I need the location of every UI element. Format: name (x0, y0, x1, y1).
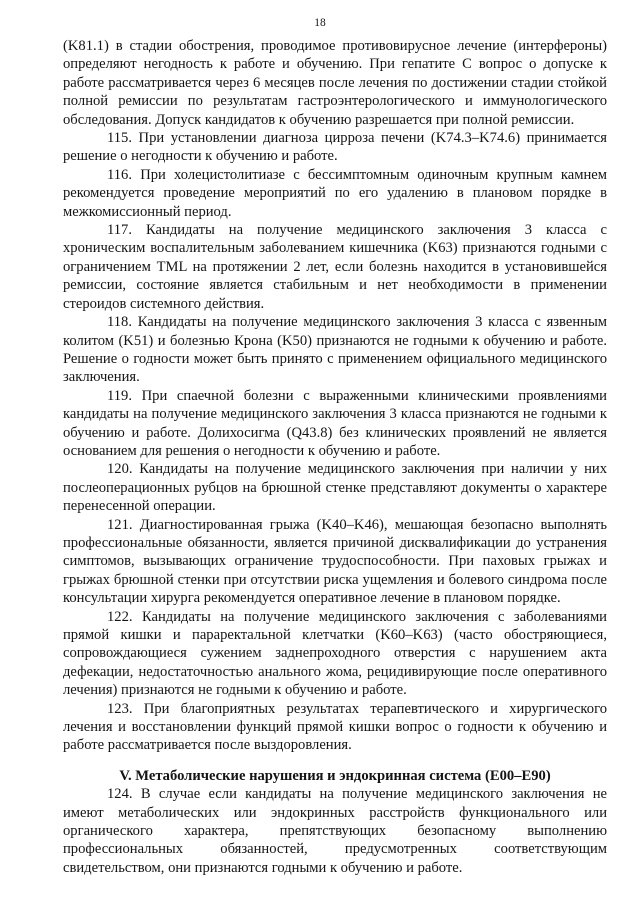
paragraph-118: 118. Кандидаты на получение медицинского заключения 3 класса с язвенным колитом (K51) и болезнью Крона (K50) признаются не годными к обучению и работе. Решение о годности может быть принято с применением официального медицинского заключения. (63, 314, 607, 386)
paragraph-120: 120. Кандидаты на получение медицинского заключения при наличии у них послеоперационных рубцов на брюшной стенке представляют документы о характере перенесенной операции. (63, 461, 607, 515)
paragraph-121: 121. Диагностированная грыжа (K40–K46), мешающая безопасно выполнять профессиональные обязанности, является причиной дисквалификации до устранения симптомов, вызывающих ограничение трудоспособности. При паховых грыжах и грыжах брюшной стенки при отсутствии риска ущемления и болевого синдрома после консультации хирурга рекомендуется оперативное лечение в плановом порядке. (63, 516, 607, 607)
paragraph-115: 115. При установлении диагноза цирроза печени (K74.3–K74.6) принимается решение о негодности к обучению и работе. (63, 130, 607, 165)
paragraph-122: 122. Кандидаты на получение медицинского заключения с заболеваниями прямой кишки и параректальной клетчатки (K60–K63) (часто обостряющиеся, сопровождающиеся сужением заднепроходного отверстия с нарушением акта дефекации, недостаточностью анального жома, рецидивирующие после оперативного лечения) признаются не годными к обучению и работе. (63, 608, 607, 699)
paragraph-124: 124. В случае если кандидаты на получение медицинского заключения не имеют метаболических или эндокринных расстройств функционального или органического характера, препятствующих безопасному выполнению профессиональных обязанностей, предусмотренных соответствующим свидетельством, они признаются годными к обучению и работе. (63, 786, 607, 876)
section-heading: V. Метаболические нарушения и эндокринная система (E00–E90) (119, 767, 551, 784)
paragraph-123: 123. При благоприятных результатах терапевтического и хирургического лечения и восстановлении функций прямой кишки вопрос о годности к обучению и работе рассматривается после выздоровления. (63, 700, 607, 754)
paragraph-116: 116. При холецистолитиазе с бессимптомным одиночным крупным камнем рекомендуется проведение мероприятий по его удалению в плановом порядке в межкомиссионный период. (63, 166, 607, 220)
page-number: 18 (314, 17, 326, 29)
page-content (63, 37, 607, 877)
paragraph-continuation: (K81.1) в стадии обострения, проводимое противовирусное лечение (интерфероны) определяют негодность к работе и обучению. При гепатите С вопрос о допуске к работе рассматривается через 6 месяцев после лечения по достижении стадии стойкой полной ремиссии по результатам гастроэнтерологического и иммунологического обследования. Допуск кандидатов к обучению разрешается при полной ремиссии. (63, 38, 607, 128)
paragraph-117: 117. Кандидаты на получение медицинского заключения 3 класса с хроническим воспалительным заболеванием кишечника (K63) признаются годными с ограничением TML на протяжении 2 лет, если болезнь находится в установившейся ремиссии, состояние является стабильным и нет необходимости в применении стероидов системного действия. (63, 222, 607, 312)
paragraph-119: 119. При спаечной болезни с выраженными клиническими проявлениями кандидаты на получение медицинского заключения 3 класса признаются не годными к обучению и работе. Долихосигма (Q43.8) без клинических проявлений не является основанием для решения о негодности к обучению и работе. (63, 387, 607, 459)
